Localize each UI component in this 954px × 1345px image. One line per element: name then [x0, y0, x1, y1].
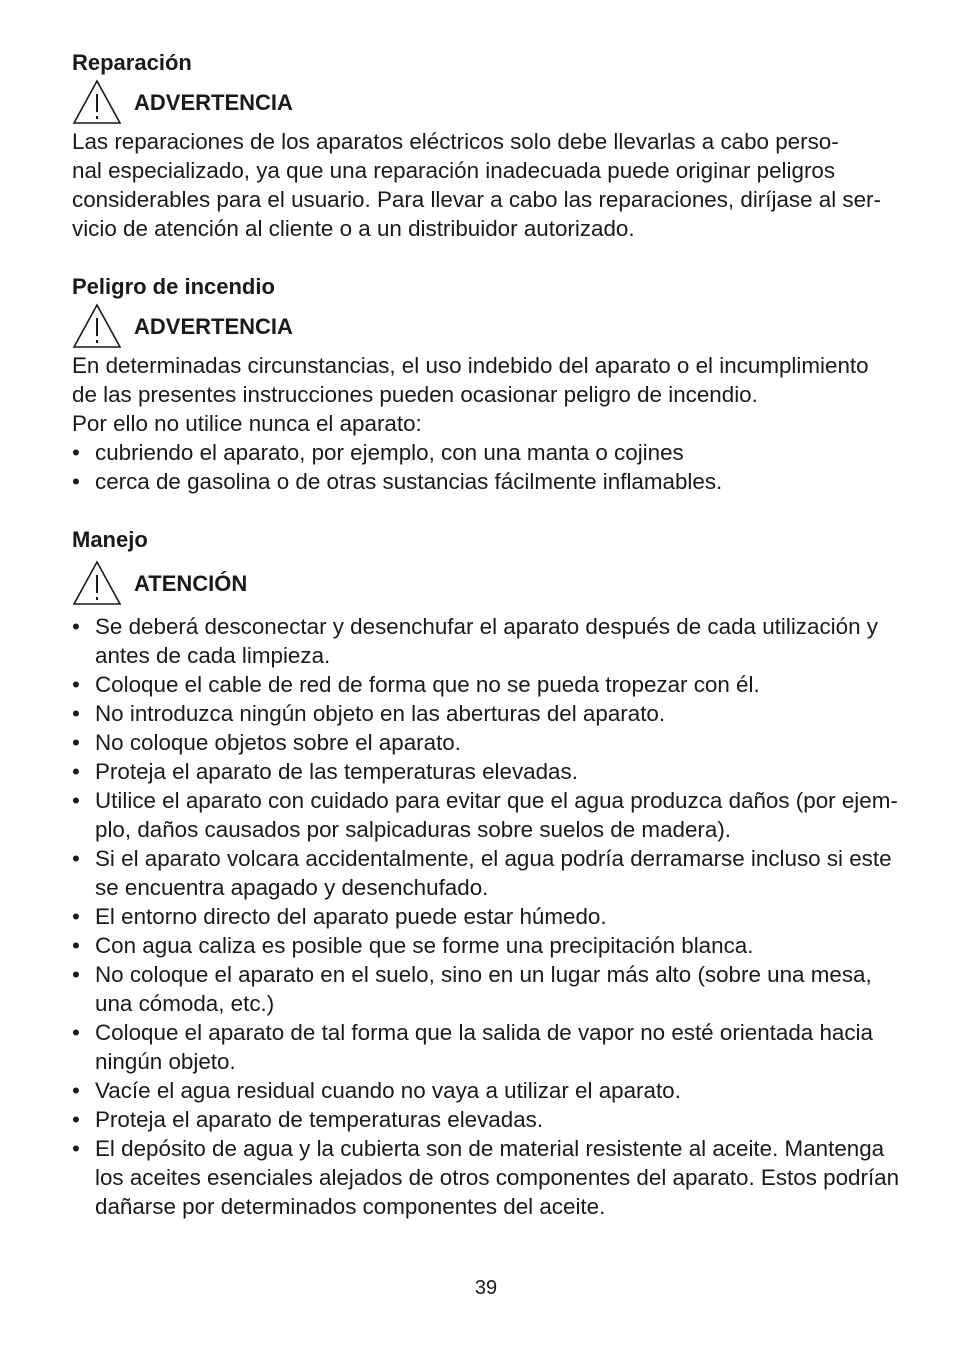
list-item: • No introduzca ningún objeto en las aberturas del aparato. [72, 699, 900, 728]
section-manejo [72, 525, 900, 1221]
paragraph-line: Por ello no utilice nunca el aparato: [72, 411, 422, 436]
list-item: • Utilice el aparato con cuidado para evitar que el agua produzca daños (por ejem-plo, daños causados por salpicaduras sobre suelos de madera). [72, 786, 900, 844]
paragraph-line: Las reparaciones de los aparatos eléctricos solo debe llevarlas a cabo perso- [72, 129, 839, 154]
warning-row [72, 301, 900, 351]
section-peligro-de-incendio [72, 272, 900, 496]
list-item: • Proteja el aparato de las temperaturas elevadas. [72, 757, 900, 786]
list-item: • Coloque el cable de red de forma que no se pueda tropezar con él. [72, 670, 900, 699]
page-number: 39 [474, 1277, 498, 1299]
list-item: • Coloque el aparato de tal forma que la salida de vapor no esté orientada hacia ningún objeto. [72, 1018, 900, 1076]
warning-triangle-icon [72, 303, 122, 349]
list-item: • El depósito de agua y la cubierta son de material resistente al aceite. Mantenga los aceites esenciales alejados de otros componentes del aparato. Estos podrían dañarse por determinados componentes del aceite. [72, 1134, 900, 1221]
bullet-list [72, 438, 900, 496]
list-item: • Vacíe el agua residual cuando no vaya a utilizar el aparato. [72, 1076, 900, 1105]
warning-label: ATENCIÓN [134, 570, 248, 596]
list-item: • Si el aparato volcara accidentalmente, el agua podría derramarse incluso si este se encuentra apagado y desenchufado. [72, 844, 900, 902]
paragraph-line: vicio de atención al cliente o a un distribuidor autorizado. [72, 216, 635, 241]
list-item: • Con agua caliza es posible que se forme una precipitación blanca. [72, 931, 900, 960]
list-item: • cerca de gasolina o de otras sustancias fácilmente inflamables. [72, 467, 900, 496]
warning-label: ADVERTENCIA [134, 313, 293, 339]
section-reparacion [72, 48, 900, 243]
list-item: • Se deberá desconectar y desenchufar el aparato después de cada utilización y antes de cada limpieza. [72, 612, 900, 670]
list-item: • No coloque objetos sobre el aparato. [72, 728, 900, 757]
paragraph-line: considerables para el usuario. Para llevar a cabo las reparaciones, diríjase al ser- [72, 187, 881, 212]
warning-triangle-icon [72, 560, 122, 606]
section-heading: Manejo [72, 527, 148, 552]
warning-row [72, 554, 900, 612]
list-item: • No coloque el aparato en el suelo, sino en un lugar más alto (sobre una mesa, una cómoda, etc.) [72, 960, 900, 1018]
section-heading: Peligro de incendio [72, 274, 275, 299]
section-heading: Reparación [72, 50, 192, 75]
list-item: • cubriendo el aparato, por ejemplo, con una manta o cojines [72, 438, 900, 467]
warning-label: ADVERTENCIA [134, 89, 293, 115]
paragraph-line: de las presentes instrucciones pueden ocasionar peligro de incendio. [72, 382, 758, 407]
section-paragraph [72, 127, 900, 243]
warning-row [72, 77, 900, 127]
list-item: • Proteja el aparato de temperaturas elevadas. [72, 1105, 900, 1134]
list-item: • El entorno directo del aparato puede estar húmedo. [72, 902, 900, 931]
section-paragraph [72, 351, 900, 438]
paragraph-line: nal especializado, ya que una reparación inadecuada puede originar peligros [72, 158, 836, 183]
manual-page [72, 48, 900, 1221]
paragraph-line: En determinadas circunstancias, el uso indebido del aparato o el incumplimiento [72, 353, 869, 378]
bullet-list [72, 612, 900, 1221]
warning-triangle-icon [72, 79, 122, 125]
